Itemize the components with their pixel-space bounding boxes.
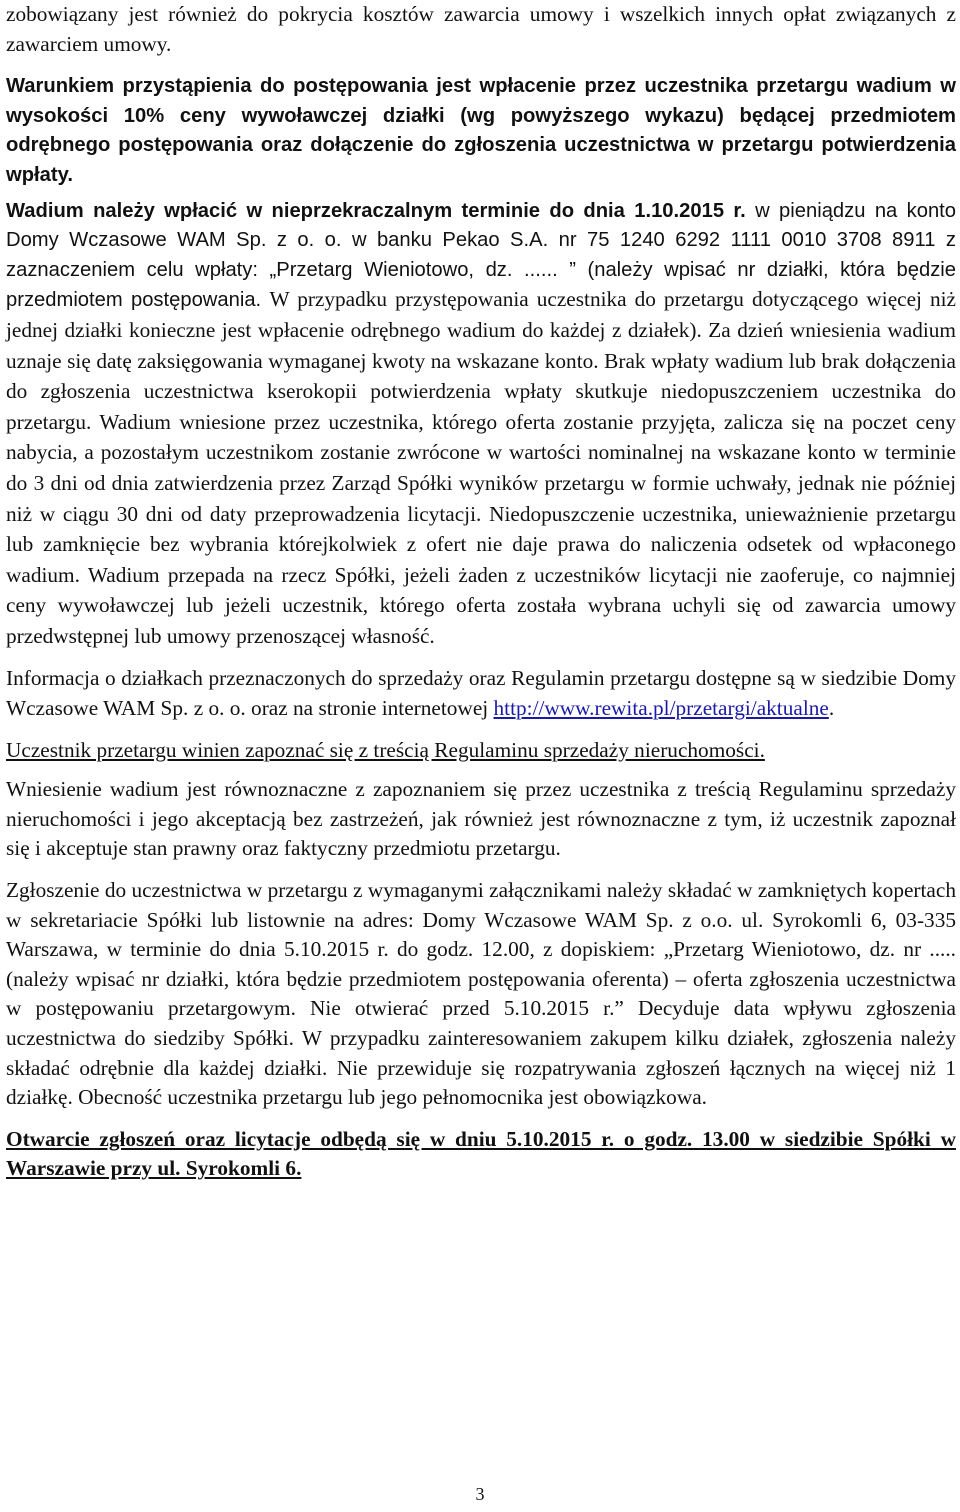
paragraph-deposit-payment: [6, 197, 956, 653]
paragraph-information: [6, 664, 956, 723]
paragraph-deposit-condition: Warunkiem przystąpienia do postępowania jest wpłacenie przez uczestnika przetargu wadium w wysokości 10% ceny wywoławczej działki (wg powyższego wykazu) będącej przedmiotem odrębnego postępowania oraz dołączenie do zgłoszenia uczestnictwa w przetargu potwierdzenia wpłaty.: [6, 75, 956, 186]
website-link[interactable]: http://www.rewita.pl/przetargi/aktualne: [493, 696, 829, 721]
information-text: Informacja o działkach przeznaczonych do sprzedaży oraz Regulamin przetargu dostępne są w siedzibie Domy Wczasowe WAM Sp. z o. o. oraz na stronie internetowej: [6, 666, 956, 721]
paragraph-deposit-acceptance: Wniesienie wadium jest równoznaczne z zapoznaniem się przez uczestnika z treścią Regulaminu sprzedaży nieruchomości i jego akceptacją bez zastrzeżeń, jak również jest równoznaczne z tym, iż uczestnik zapoznał się i akceptuje stan prawny oraz faktyczny przedmiotu przetargu.: [6, 777, 956, 861]
deposit-account-info: w pieniądzu na konto Domy Wczasowe WAM Sp. z o. o. w banku Pekao S.A. nr 75 1240 6292 1111 0010 3708 8911 z zaznaczeniem celu wpłaty: „Przetarg Wieniotowo, dz. ...... ” (należy wpisać nr działki, która będzie przedmiotem postępowania.: [6, 199, 957, 312]
information-period: .: [828, 696, 835, 721]
deposit-deadline: Wadium należy wpłacić w nieprzekraczalnym terminie do dnia 1.10.2015 r.: [6, 199, 746, 222]
paragraph-application-submission: Zgłoszenie do uczestnictwa w przetargu z wymaganymi załącznikami należy składać w zamkniętych kopertach w sekretariacie Spółki lub listownie na adres: Domy Wczasowe WAM Sp. z o.o. ul. Syrokomli 6, 03-335 Warszawa, w terminie do dnia 5.10.2015 r. do godz. 12.00, z dopiskiem: „Przetarg Wieniotowo, dz. nr ..... (należy wpisać nr działki, która będzie przedmiotem postępowania oferenta) – oferta zgłoszenia uczestnictwa w postępowaniu przetargowym. Nie otwierać przed 5.10.2015 r.” Decyduje data wpływu zgłoszenia uczestnictwa do siedziby Spółki. W przypadku zainteresowaniem zakupem kilku działek, zgłoszenia należy składać odrębnie dla każdej działki. Nie przewiduje się rozpatrywania zgłoszeń łącznych na więcej niż 1 działkę. Obecność uczestnika przetargu lub jego pełnomocnika jest obowiązkowa.: [6, 878, 956, 1110]
deposit-rules: W przypadku przystępowania uczestnika do przetargu dotyczącego więcej niż jednej działki konieczne jest wpłacenie odrębnego wadium do każdej z działek). Za dzień wniesienia wadium uznaje się datę zaksięgowania wymaganej kwoty na wskazane konto. Brak wpłaty wadium lub brak dołączenia do zgłoszenia uczestnictwa kserokopii potwierdzenia wpłaty skutkuje niedopuszczeniem uczestnika do przetargu. Wadium wniesione przez uczestnika, którego oferta zostanie przyjęta, zalicza się na poczet ceny nabycia, a pozostałym uczestnikom zostanie zwrócone w wartości nominalnej na wskazane konto w terminie do 3 dni od dnia zatwierdzenia przez Zarząd Spółki wyników przetargu w formie uchwały, jednak nie później niż w ciągu 30 dni od daty przeprowadzenia licytacji. Niedopuszczenie uczestnika, unieważnienie przetargu lub zamknięcie bez wybrania którejkolwiek z ofert nie daje prawa do naliczenia odsetek od wpłaconego wadium. Wadium przepada na rzecz Spółki, jeżeli żaden z uczestników licytacji nie zaoferuje, co najmniej ceny wywoławczej lub jeżeli uczestnik, którego oferta została wybrana uchyli się od zawarcia umowy przedwstępnej lub umowy przenoszącej własność.: [6, 287, 956, 648]
paragraph-opening-auction: Otwarcie zgłoszeń oraz licytacje odbędą się w dniu 5.10.2015 r. o godz. 13.00 w siedzibie Spółki w Warszawie przy ul. Syrokomli 6.: [6, 1126, 956, 1181]
paragraph-regulation-notice: Uczestnik przetargu winien zapoznać się z treścią Regulaminu sprzedaży nieruchomości.: [6, 737, 765, 762]
document-page: [6, 0, 956, 1184]
paragraph-cost-obligation: zobowiązany jest również do pokrycia kosztów zawarcia umowy i wszelkich innych opłat związanych z zawarciem umowy.: [6, 2, 956, 56]
page-number: 3: [475, 1484, 485, 1504]
